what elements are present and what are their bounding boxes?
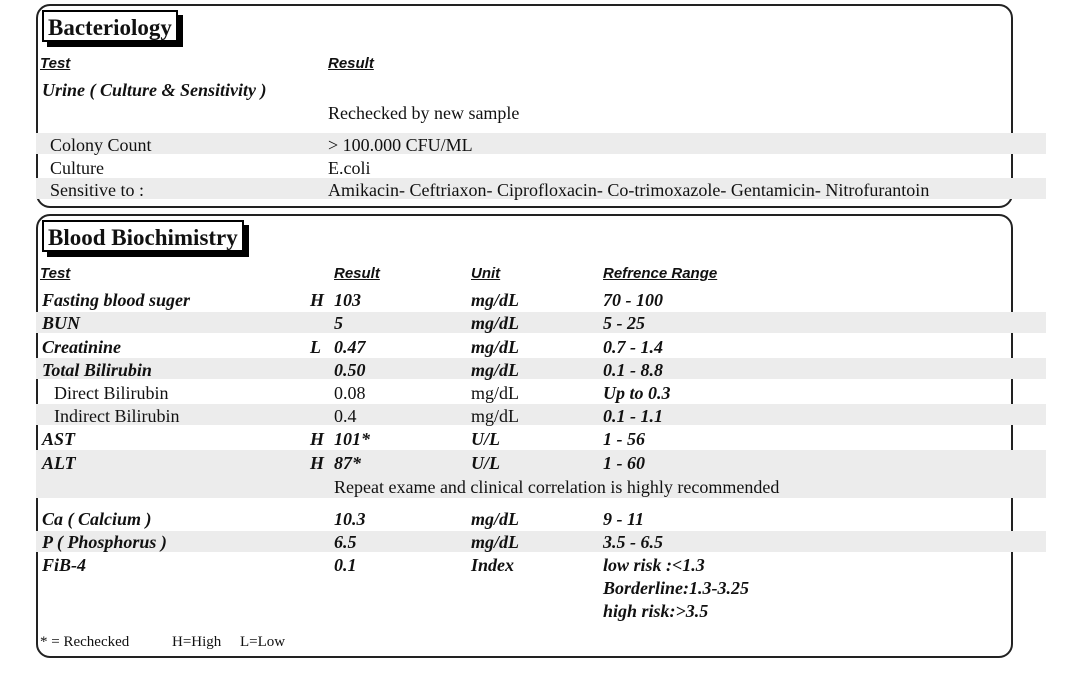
result-value: 0.1 [334,555,357,575]
row-band [36,133,1046,154]
recheck-note: Rechecked by new sample [328,103,520,123]
biochemistry-panel [36,214,1013,658]
test-name: BUN [42,313,81,333]
unit-value: Index [471,555,515,575]
unit-value: mg/dL [471,290,519,310]
legend-low: L=Low [240,634,286,650]
range-value: Borderline:1.3-3.25 [603,578,749,598]
row-band [36,312,1046,333]
culture-label: Culture [50,158,104,178]
range-value: high risk:>3.5 [603,601,709,621]
sensitive-value: Amikacin- Ceftriaxon- Ciprofloxacin- Co-trimoxazole- Gentamicin- Nitrofurantoin [328,180,930,200]
result-value: 0.4 [334,406,357,426]
flag: L [310,337,321,357]
result-value: 0.08 [334,383,366,403]
urine-test-name: Urine ( Culture & Sensitivity ) [42,80,267,100]
test-name: Direct Bilirubin [54,383,169,403]
flag: H [310,429,325,449]
unit-value: mg/dL [471,532,519,552]
result-value: 103 [334,290,361,310]
test-header: Test [40,55,71,72]
unit-value: U/L [471,429,500,449]
range-value: 1 - 60 [603,453,645,473]
range-value: 0.1 - 1.1 [603,406,663,426]
test-name: P ( Phosphorus ) [42,532,167,552]
colony-count-label: Colony Count [50,135,152,155]
biochemistry-title: Blood Biochimistry [42,220,244,252]
result-value: 0.47 [334,337,366,357]
unit-header: Unit [471,265,501,282]
range-header: Refrence Range [603,265,718,282]
result-value: 5 [334,313,343,333]
result-header: Result [328,55,374,72]
unit-value: mg/dL [471,360,519,380]
legend-rechecked: * = Rechecked [40,634,130,650]
row-band [36,404,1046,425]
test-name: Creatinine [42,337,122,357]
colony-count-value: > 100.000 CFU/ML [328,135,473,155]
range-value: 9 - 11 [603,509,645,529]
flag: H [310,453,325,473]
flag: H [310,290,325,310]
range-value: 1 - 56 [603,429,645,449]
result-value: 6.5 [334,532,357,552]
range-value: 70 - 100 [603,290,663,310]
test-name: FiB-4 [42,555,87,575]
range-value: low risk :<1.3 [603,555,705,575]
culture-value: E.coli [328,158,371,178]
test-name: ALT [42,453,76,473]
row-band [36,531,1046,552]
test-name: Indirect Bilirubin [54,406,180,426]
sensitive-label: Sensitive to : [50,180,144,200]
range-value: 0.1 - 8.8 [603,360,663,380]
test-header: Test [40,265,71,282]
unit-value: mg/dL [471,383,519,403]
unit-value: U/L [471,453,500,473]
result-value: 87* [334,453,361,473]
range-value: 5 - 25 [603,313,645,333]
range-value: 0.7 - 1.4 [603,337,663,357]
unit-value: mg/dL [471,337,519,357]
test-name: Ca ( Calcium ) [42,509,152,529]
test-name: Fasting blood suger [42,290,191,310]
result-value: 101* [334,429,370,449]
range-value: Up to 0.3 [603,383,671,403]
result-value: 10.3 [334,509,366,529]
result-header: Result [334,265,380,282]
range-value: 3.5 - 6.5 [603,532,663,552]
result-value: 0.50 [334,360,366,380]
legend-high: H=High [172,634,222,650]
bacteriology-title: Bacteriology [42,10,178,42]
unit-value: mg/dL [471,313,519,333]
test-name: AST [42,429,76,449]
unit-value: mg/dL [471,406,519,426]
row-band [36,358,1046,379]
unit-value: mg/dL [471,509,519,529]
repeat-note: Repeat exame and clinical correlation is highly recommended [334,477,780,497]
test-name: Total Bilirubin [42,360,152,380]
